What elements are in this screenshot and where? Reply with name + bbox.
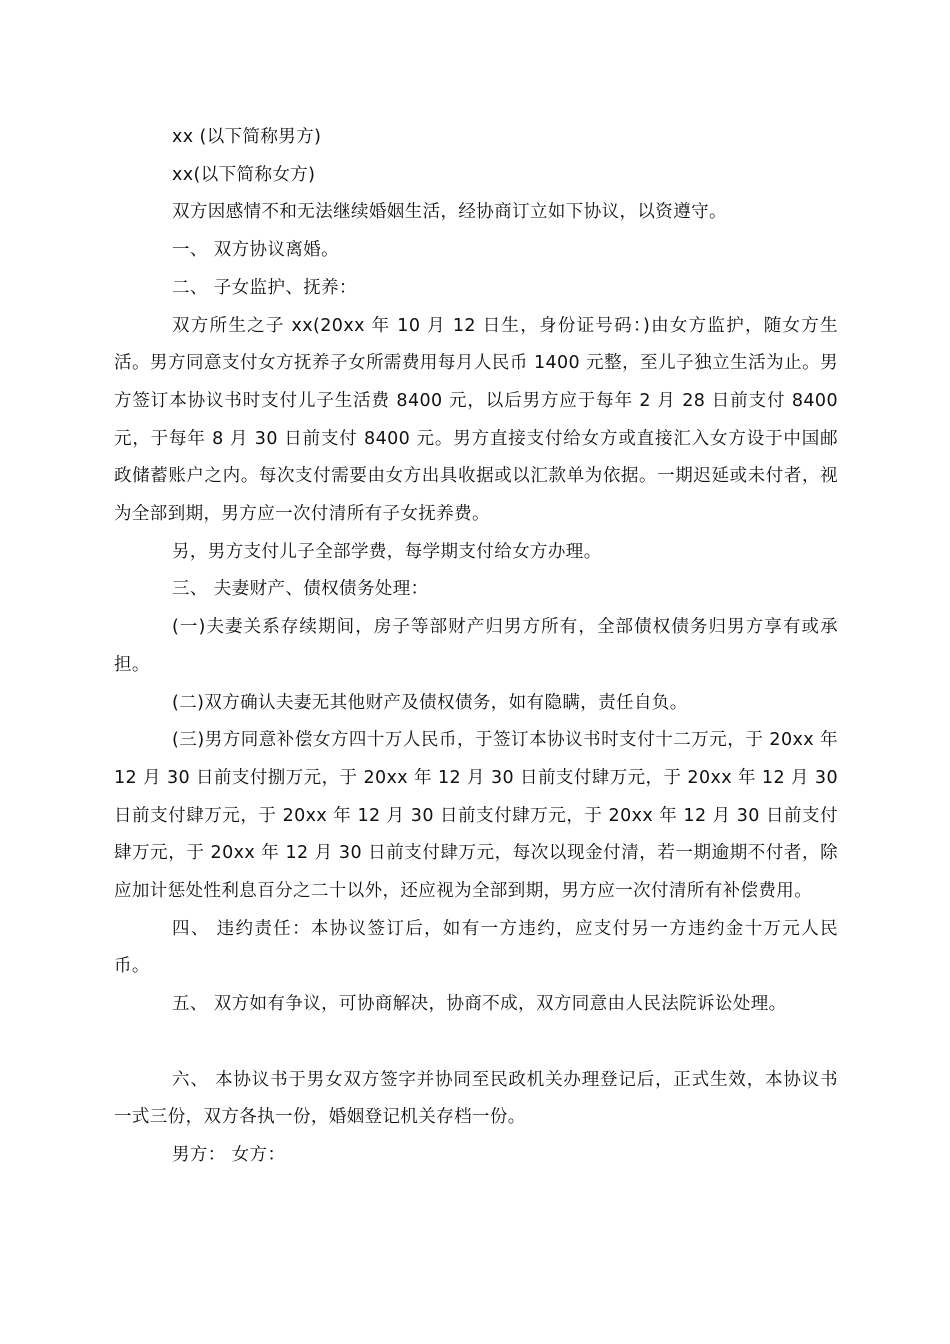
party-male: xx (以下简称男方) xyxy=(172,127,322,147)
clause-2-tuition: 另，男方支付儿子全部学费，每学期支付给女方办理。 xyxy=(172,541,602,562)
clause-4: 四、 违约责任：本协议签订后，如有一方违约，应支付另一方违约金十万元人民币。 xyxy=(114,918,838,977)
clause-1: 一、 双方协议离婚。 xyxy=(172,240,340,261)
clause-2-custody: 双方所生之子 xx(20xx 年 10 月 12 日生，身份证号码：)由女方监护，随女方生活。男方同意支付女方抚养子女所需费用每月人民币 1400 元整，至儿子独立生活为止。男方签订本协议书时支付儿子生活费 8400 元，以后男方应于每年 2 月 28 日前支付 8400 元，于每年 8 月 30 日前支付 8400 元。男方直接支付给女方或直接汇入女方设于中国邮政储蓄账户之内。每次支付需要由女方出具收据或以汇款单为依据。一期迟延或未付者，视为全部到期，男方应一次付清所有子女抚养费。 xyxy=(114,315,838,525)
agreement-body xyxy=(114,119,838,1175)
clause-3-item-3: (三)男方同意补偿女方四十万人民币，于签订本协议书时支付十二万元，于 20xx 年 12 月 30 日前支付捌万元，于 20xx 年 12 月 30 日前支付肆万元，于 20xx 年 12 月 30 日前支付肆万元，于 20xx 年 12 月 30 日前支付肆万元，于 20xx 年 12 月 30 日前支付肆万元，于 20xx 年 12 月 30 日前支付肆万元，每次以现金付清，若一期逾期不付者，除应加计惩处性利息百分之二十以外，还应视为全部到期，男方应一次付清所有补偿费用。 xyxy=(114,730,838,902)
clause-2-heading: 二、 子女监护、抚养： xyxy=(172,277,357,298)
clause-3-heading: 三、 夫妻财产、债权债务处理： xyxy=(172,579,429,600)
blank-line xyxy=(114,1024,838,1062)
signature-line: 男方： 女方： xyxy=(172,1144,286,1165)
clause-5: 五、 双方如有争议，可协商解决，协商不成，双方同意由人民法院诉讼处理。 xyxy=(172,994,787,1015)
clause-3-item-1: (一)夫妻关系存续期间，房子等部财产归男方所有，全部债权债务归男方享有或承担。 xyxy=(114,617,838,675)
preamble: 双方因感情不和无法继续婚姻生活，经协商订立如下协议，以资遵守。 xyxy=(172,202,727,223)
clause-3-item-2: (二)双方确认夫妻无其他财产及债权债务，如有隐瞒，责任自负。 xyxy=(172,692,688,713)
clause-6: 六、 本协议书于男女双方签字并协同至民政机关办理登记后，正式生效，本协议书一式三份，双方各执一份，婚姻登记机关存档一份。 xyxy=(114,1069,838,1128)
party-female: xx(以下简称女方) xyxy=(172,164,316,185)
